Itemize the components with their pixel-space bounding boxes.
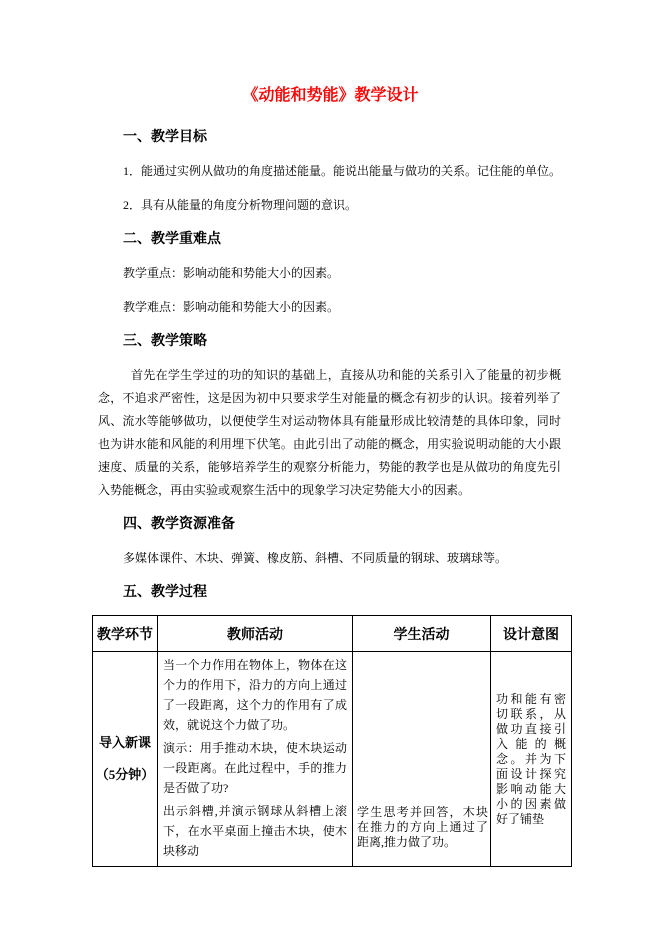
table-header-row bbox=[93, 616, 572, 652]
paragraph-objective-1: 1．能通过实例从做功的角度描述能量。能说出能量与做功的关系。记住能的单位。 bbox=[123, 164, 562, 178]
table-row bbox=[93, 652, 572, 867]
column-header-stage: 教学环节 bbox=[93, 616, 158, 652]
student-activity-text: 学生思考并回答，木块在推力的方向上通过了距离,推力做了功。 bbox=[357, 805, 488, 849]
teacher-paragraph: 出示斜槽,并演示钢球从斜槽上滚下，在水平桌面上撞击木块，使木块移动 bbox=[163, 804, 347, 858]
lesson-plan-table bbox=[92, 615, 572, 867]
design-intent-text: 功和能有密切联系，从做功直接引入能的概念。并为下面设计探究影响动能大小的因素做好了铺垫 bbox=[496, 691, 566, 826]
teacher-paragraph: 演示：用手推动木块，使木块运动一段距离。在此过程中，手的推力是否做了功? bbox=[163, 741, 347, 795]
column-header-design-intent: 设计意图 bbox=[491, 616, 572, 652]
paragraph-objective-2: 2．具有从能量的角度分析物理问题的意识。 bbox=[123, 198, 358, 212]
stage-name: 导入新课 bbox=[98, 735, 151, 750]
paragraph-key-point: 教学重点：影响动能和势能大小的因素。 bbox=[123, 266, 340, 280]
document-body bbox=[98, 126, 561, 604]
stage-duration: （5分钟） bbox=[95, 767, 155, 782]
cell-teacher-activity bbox=[158, 652, 353, 867]
section-heading-process: 五、教学过程 bbox=[123, 585, 207, 600]
cell-design-intent bbox=[491, 652, 572, 867]
cell-student-activity bbox=[353, 652, 491, 867]
teacher-paragraph: 当一个力作用在物体上，物体在这个力的作用下，沿力的方向上通过了一段距离，这个力的作用有了成效，就说这个力做了功。 bbox=[163, 658, 347, 732]
section-heading-strategy: 三、教学策略 bbox=[123, 334, 207, 349]
paragraph-difficult-point: 教学难点：影响动能和势能大小的因素。 bbox=[123, 300, 340, 314]
page-title: 《动能和势能》教学设计 bbox=[242, 87, 419, 104]
paragraph-resources: 多媒体课件、木块、弹簧、橡皮筋、斜槽、不同质量的钢球、玻璃球等。 bbox=[123, 551, 508, 565]
paragraph-strategy: 首先在学生学过的功的知识的基础上，直接从功和能的关系引入了能量的初步概念，不追求严密性，这是因为初中只要求学生对能量的概念有初步的认识。接着列举了风、流水等能够做功，以便使学生对运动物体具有能量形成比较清楚的具体印象，同时也为讲水能和风能的利用埋下伏笔。由此引出了动能的概念，用实验说明动能的大小跟速度、质量的关系，能够培养学生的观察分析能力，势能的教学也是从做功的角度先引入势能概念，再由实验或观察生活中的现象学习决定势能大小的因素。 bbox=[98, 368, 561, 497]
section-heading-key-points: 二、教学重难点 bbox=[123, 232, 221, 247]
column-header-teacher-activity: 教师活动 bbox=[158, 616, 353, 652]
column-header-student-activity: 学生活动 bbox=[353, 616, 491, 652]
section-heading-resources: 四、教学资源准备 bbox=[123, 517, 235, 532]
cell-stage bbox=[93, 652, 158, 867]
section-heading-objectives: 一、教学目标 bbox=[123, 130, 207, 145]
